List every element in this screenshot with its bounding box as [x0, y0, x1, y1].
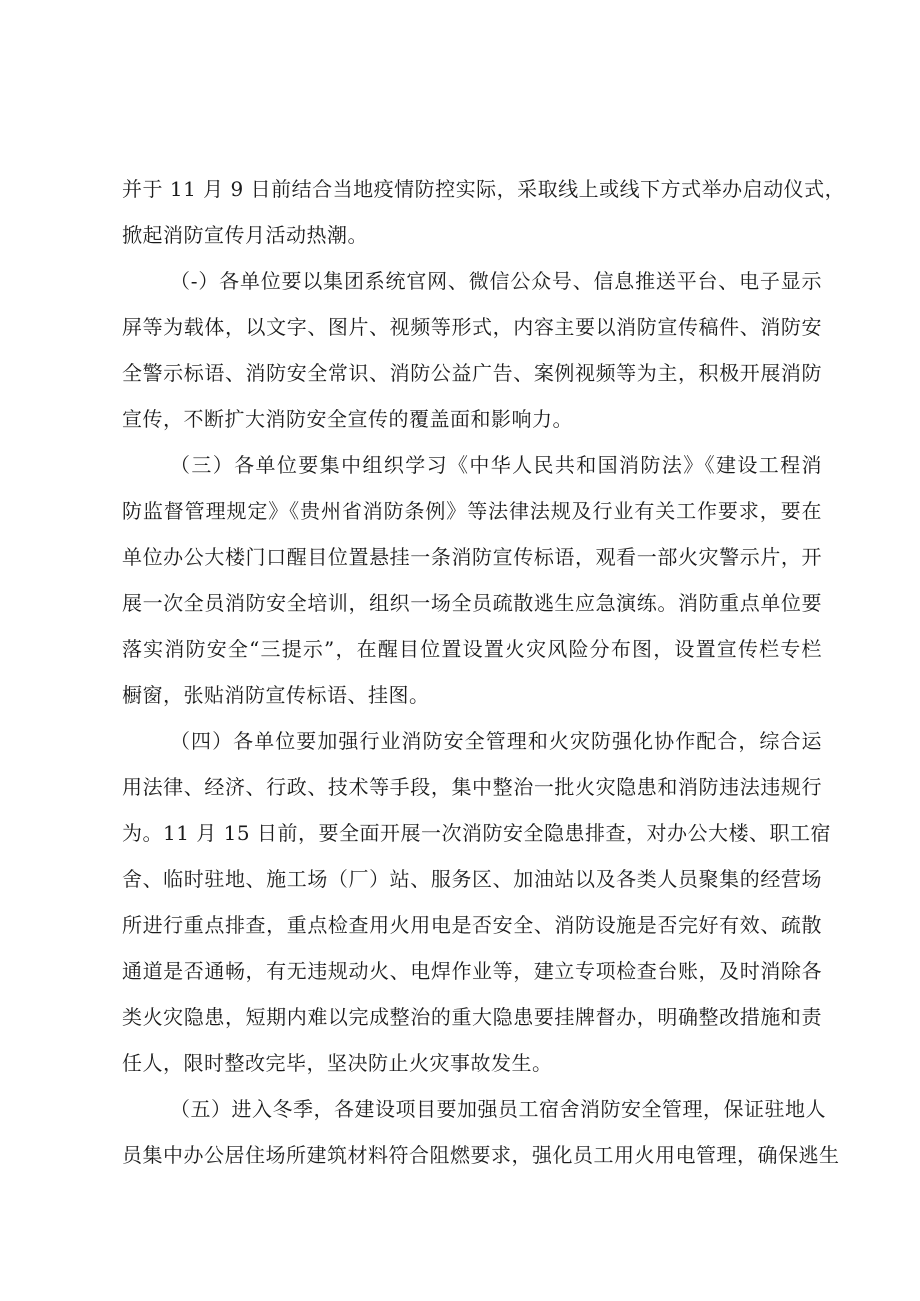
paragraph-start-line: （-）各单位要以集团系统官网、微信公众号、信息推送平台、电子显示	[170, 269, 822, 293]
text-line: 舍、临时驻地、施工场（厂）站、服务区、加油站以及各类人员聚集的经营场	[122, 867, 822, 891]
text-line: 任人，限时整改完毕，坚决防止火灾事故发生。	[122, 1051, 553, 1075]
text-line: 全警示标语、消防安全常识、消防公益广告、案例视频等为主，积极开展消防	[122, 361, 822, 385]
text-line: 防监督管理规定》《贵州省消防条例》等法律法规及行业有关工作要求，要在	[122, 499, 822, 523]
paragraph-start-line: （五）进入冬季，各建设项目要加强员工宿舍消防安全管理，保证驻地人	[170, 1097, 826, 1121]
text-line: 并于 11 月 9 日前结合当地疫情防控实际，采取线上或线下方式举办启动仪式，	[122, 177, 846, 201]
text-line: 通道是否通畅，有无违规动火、电焊作业等，建立专项检查台账，及时消除各	[122, 959, 822, 983]
text-line: 单位办公大楼门口醒目位置悬挂一条消防宣传标语，观看一部火灾警示片，开	[122, 545, 822, 569]
text-line: 员集中办公居住场所建筑材料符合阻燃要求，强化员工用火用电管理，确保逃生	[122, 1143, 840, 1167]
text-line: 掀起消防宣传月活动热潮。	[122, 223, 368, 247]
text-line: 宣传，不断扩大消防安全宣传的覆盖面和影响力。	[122, 407, 573, 431]
text-line: 展一次全员消防安全培训，组织一场全员疏散逃生应急演练。消防重点单位要	[122, 591, 822, 615]
text-line: 类火灾隐患，短期内难以完成整治的重大隐患要挂牌督办，明确整改措施和责	[122, 1005, 822, 1029]
text-line: 落实消防安全“三提示”，在醒目位置设置火灾风险分布图，设置宣传栏专栏	[122, 637, 822, 661]
document-body	[122, 166, 846, 1178]
text-line: 橱窗，张贴消防宣传标语、挂图。	[122, 683, 430, 707]
paragraph-start-line: （四）各单位要加强行业消防安全管理和火灾防强化协作配合，综合运	[170, 729, 822, 753]
text-line: 屏等为载体，以文字、图片、视频等形式，内容主要以消防宣传稿件、消防安	[122, 315, 822, 339]
paragraph-start-line: （三）各单位要集中组织学习《中华人民共和国消防法》《建设工程消	[170, 453, 822, 477]
text-line: 所进行重点排查，重点检查用火用电是否安全、消防设施是否完好有效、疏散	[122, 913, 822, 937]
text-line: 用法律、经济、行政、技术等手段，集中整治一批火灾隐患和消防违法违规行	[122, 775, 822, 799]
text-line: 为。11 月 15 日前，要全面开展一次消防安全隐患排查，对办公大楼、职工宿	[122, 821, 831, 845]
